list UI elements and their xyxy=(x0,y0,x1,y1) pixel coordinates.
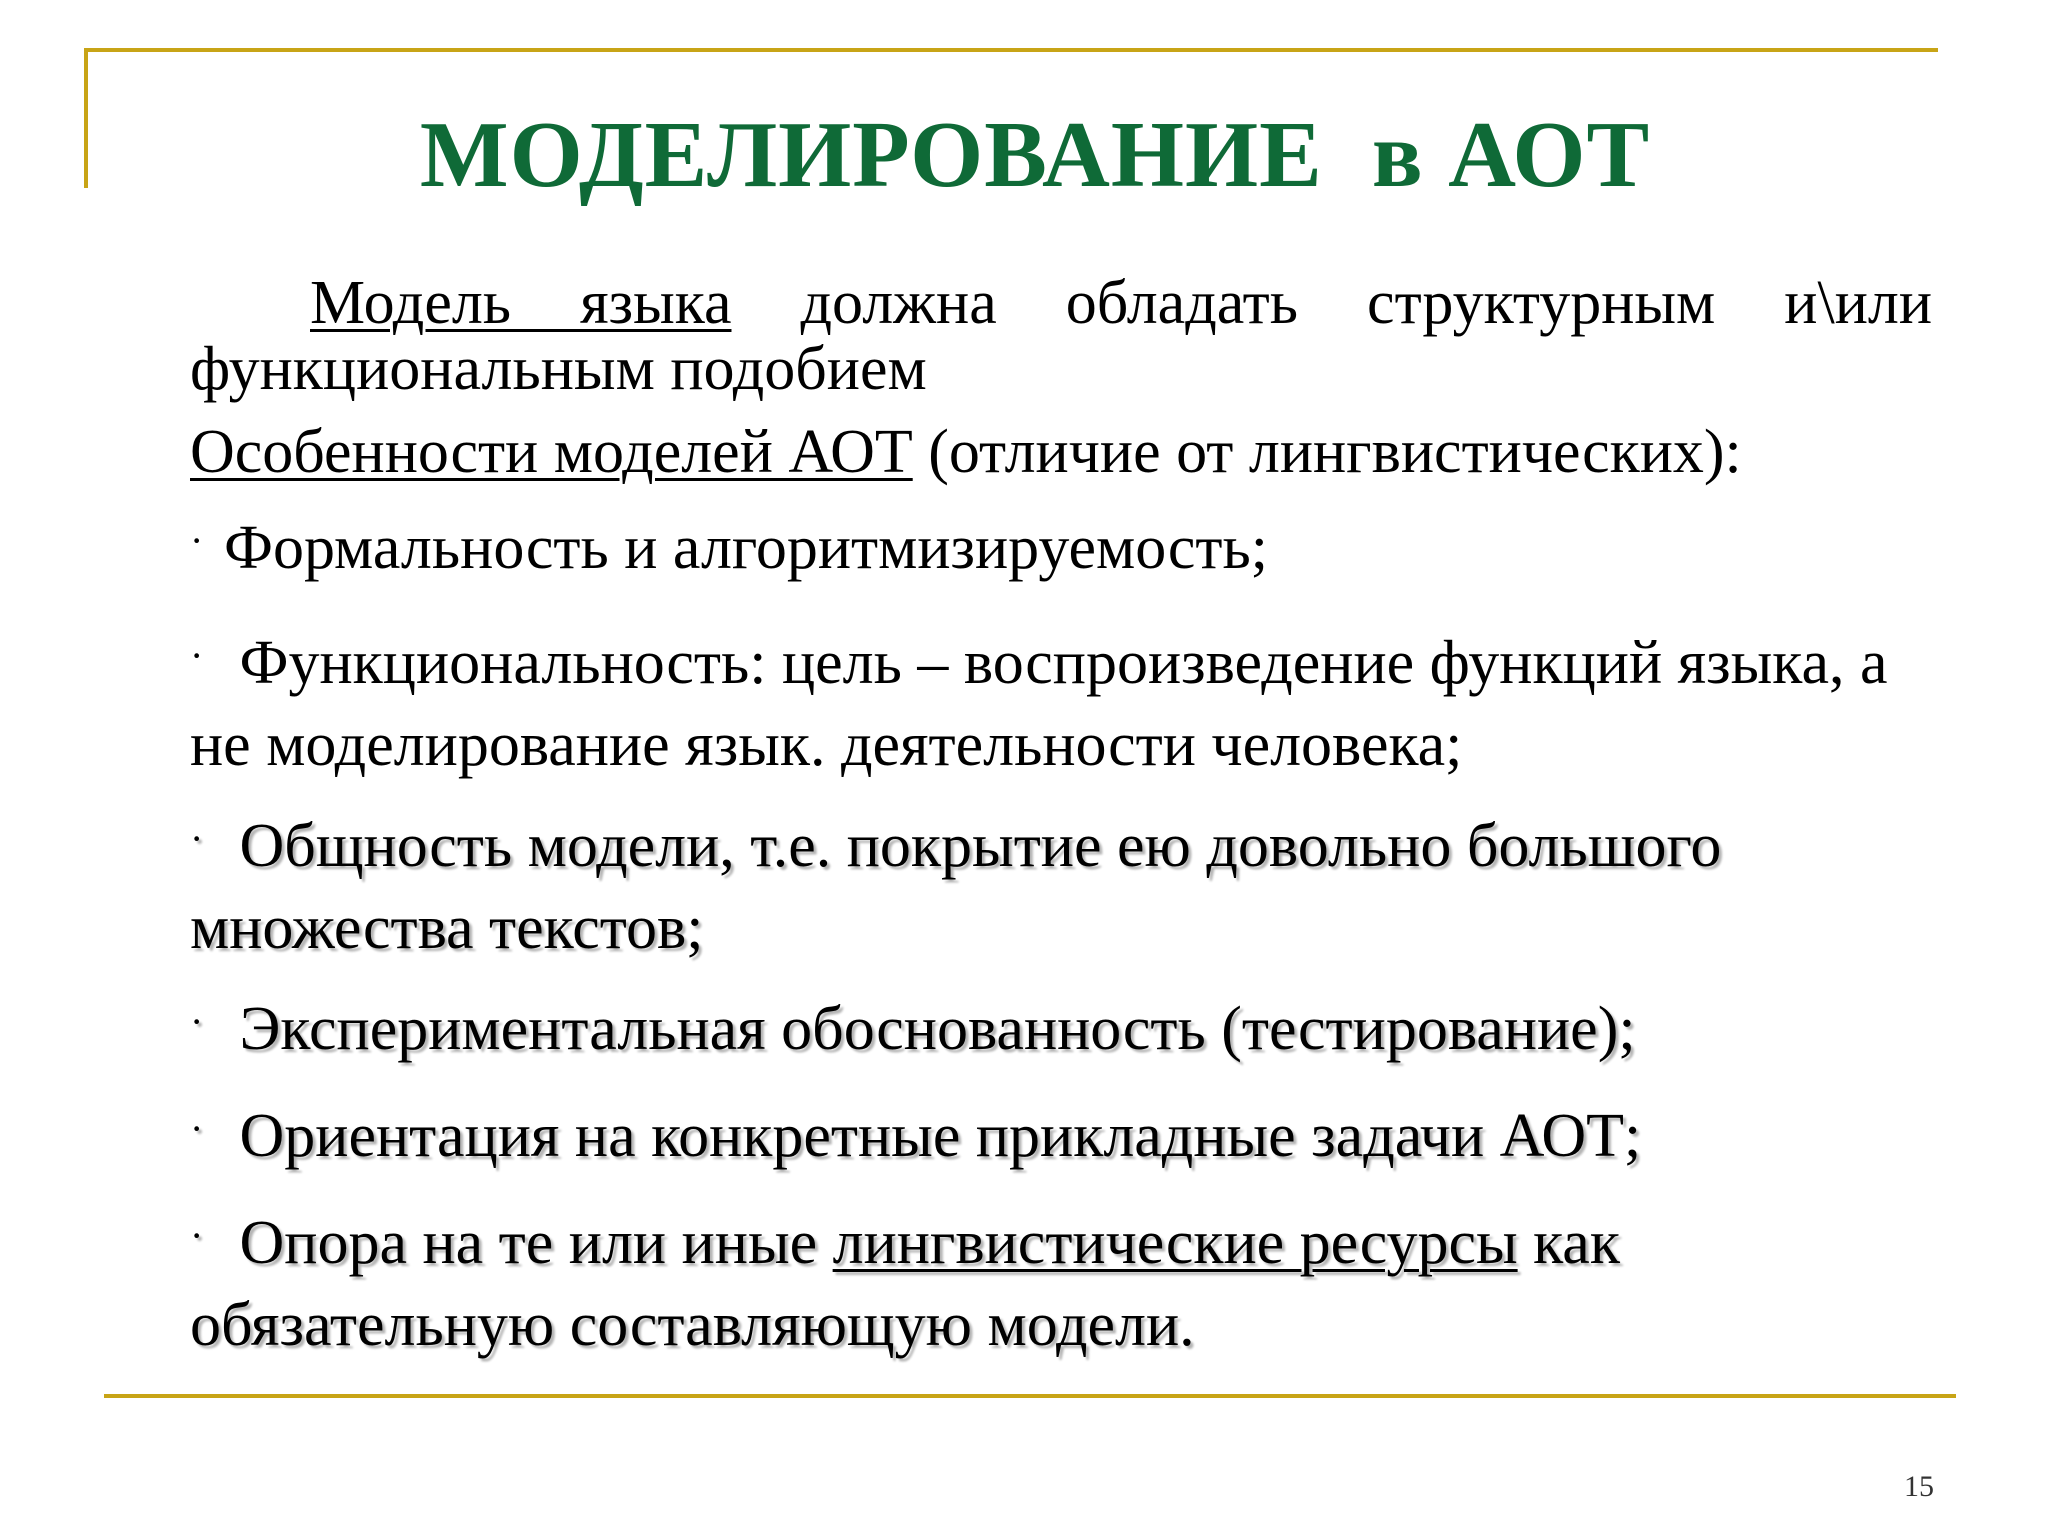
frame-top-line xyxy=(84,48,1938,52)
slide-content xyxy=(190,270,1932,1378)
features-heading-rest: (отличие от лингвистических): xyxy=(912,418,1742,486)
list-item-text: Ориентация на конкретные прикладные задачи АОТ; xyxy=(224,1102,1642,1170)
intro-rest: должна обладать структурным и\или функциональным подобием xyxy=(190,269,1932,403)
bullet-icon: · xyxy=(190,518,204,563)
list-item xyxy=(190,615,1932,786)
bullet-icon: · xyxy=(190,816,204,861)
intro-paragraph xyxy=(190,270,1932,402)
list-item xyxy=(190,1088,1932,1177)
list-item-text-before: Опора на те или иные xyxy=(224,1209,833,1277)
intro-underlined: Модель языка xyxy=(310,269,732,337)
page-number: 15 xyxy=(1904,1470,1934,1503)
list-item xyxy=(190,798,1932,969)
features-heading-underlined: Особенности моделей АОТ xyxy=(190,418,913,486)
features-heading xyxy=(190,412,1932,492)
list-item-text: Функциональность: цель – воспроизведение функций языка, а не моделирование язык. деятельности человека; xyxy=(190,629,1888,779)
list-item-text: Общность модели, т.е. покрытие ею довольно большого множества текстов; xyxy=(190,812,1722,962)
frame-bottom-line xyxy=(104,1394,1956,1398)
bullet-icon: · xyxy=(190,1106,204,1151)
list-item-text: Экспериментальная обоснованность (тестирование); xyxy=(224,995,1636,1063)
bullet-icon: · xyxy=(190,1213,204,1258)
list-item xyxy=(190,1195,1932,1366)
list-item xyxy=(190,981,1932,1070)
list-item xyxy=(190,508,1932,581)
bullet-icon: · xyxy=(190,633,204,678)
list-item-underlined: лингвистические ресурсы xyxy=(832,1209,1518,1277)
slide-title: МОДЕЛИРОВАНИЕ в АОТ xyxy=(419,103,1651,207)
list-item-text: Формальность и алгоритмизируемость; xyxy=(224,514,1268,582)
list-item-text-after: как обязательную составляющую модели. xyxy=(190,1209,1620,1359)
bullet-icon: · xyxy=(190,999,204,1044)
